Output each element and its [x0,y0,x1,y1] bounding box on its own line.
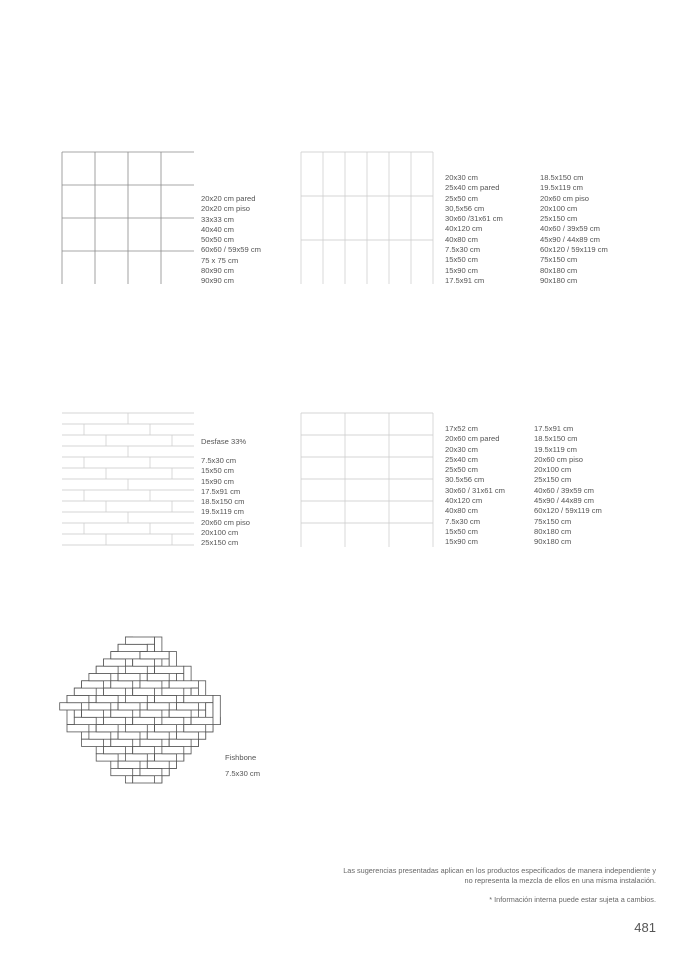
vertical-stack-size-list-2 [540,173,608,286]
size-item: 80x180 cm [540,265,578,275]
size-item: 18.5x150 cm [534,434,578,444]
size-item: 30.5x56 cm [445,475,485,485]
size-item: 25x40 cm pared [445,183,500,193]
size-item: 25x150 cm [540,214,578,224]
size-item: 7.5x30 cm [445,245,481,255]
size-item: 75x150 cm [540,255,578,265]
size-item: 90x180 cm [534,537,572,547]
size-item: 25x50 cm [445,465,478,475]
size-item: 20x60 cm piso [201,517,250,527]
size-item: 40x80 cm [445,234,478,244]
size-item: 15x50 cm [445,255,478,265]
fishbone-tile [125,637,154,644]
fishbone-size: 7.5x30 cm [225,769,261,778]
horizontal-stack-size-list-1 [445,424,505,548]
size-item: 20x100 cm [201,528,239,538]
size-item: 18.5x150 cm [201,497,245,507]
size-item: 75 x 75 cm [201,255,239,265]
vertical-stack-size-list-1 [445,173,503,286]
footer-note: * Información interna puede estar sujeta a cambios. [489,895,656,904]
size-item: 80x180 cm [534,526,572,536]
size-item: 80x90 cm [201,266,234,276]
fishbone-title: Fishbone [225,753,257,762]
size-item: 30,5x56 cm [445,203,485,213]
size-item: 40x120 cm [445,496,483,506]
size-item: 7.5x30 cm [445,516,481,526]
size-item: 20x30 cm [445,173,478,182]
size-item: 15x50 cm [201,466,234,476]
size-item: 30x60 / 31x61 cm [445,485,505,495]
size-item: 60x120 / 59x119 cm [540,245,608,255]
size-item: 40x40 cm [201,224,234,234]
size-item: 90x90 cm [201,276,234,286]
fishbone-tile [140,652,169,659]
size-item: 45x90 / 44x89 cm [540,234,600,244]
size-item: 20x60 cm piso [534,454,583,464]
size-item: 33x33 cm [201,214,234,224]
size-item: 19.5x119 cm [534,444,577,454]
size-item: 40x120 cm [445,224,483,234]
size-item: 40x60 / 39x59 cm [534,485,594,495]
size-item: 40x80 cm [445,506,478,516]
size-item: 17x52 cm [445,424,478,433]
size-item: 19.5x119 cm [201,507,244,517]
horizontal-stack-size-list-2 [534,424,602,548]
size-item: 40x60 / 39x59 cm [540,224,600,234]
offset-title: Desfase 33% [201,437,247,446]
size-item: 50x50 cm [201,235,234,245]
size-item: 19.5x119 cm [540,183,583,193]
size-item: 18.5x150 cm [540,173,584,182]
offset-pattern [62,413,194,545]
footer-line: Las sugerencias presentadas aplican en los productos especificados de manera independiente y [343,866,656,875]
size-item: 20x100 cm [534,465,572,475]
size-item: 75x150 cm [534,516,572,526]
square-grid-size-list [201,194,261,287]
footer-line: no representa la mezcla de ellos en una misma instalación. [464,875,656,885]
fishbone-tile [111,652,140,659]
size-item: 17.5x91 cm [445,275,485,285]
size-item: 17.5x91 cm [201,486,241,496]
size-item: 7.5x30 cm [201,456,237,465]
fishbone-pattern [60,638,220,788]
size-item: 90x180 cm [540,275,578,285]
size-item: 25x150 cm [534,475,572,485]
size-item: 17.5x91 cm [534,424,574,433]
offset-size-list [201,456,250,549]
fishbone-tile [155,666,184,673]
size-item: 20x20 cm pared [201,194,256,203]
fishbone-tile [184,695,213,702]
size-item: 20x30 cm [445,444,478,454]
size-item: 25x50 cm [445,193,478,203]
square-grid-pattern [62,152,194,284]
size-item: 60x60 / 59x59 cm [201,245,261,255]
horizontal-stack-pattern [301,413,433,547]
size-item: 30x60 /31x61 cm [445,214,503,224]
size-item: 45x90 / 44x89 cm [534,496,594,506]
size-item: 60x120 / 59x119 cm [534,506,602,516]
vertical-stack-pattern [301,152,433,284]
size-item: 15x90 cm [445,537,478,547]
fishbone-tile [118,644,147,651]
size-item: 15x90 cm [445,265,478,275]
size-item: 25x40 cm [445,454,478,464]
size-item: 25x150 cm [201,538,239,548]
fishbone-tile [169,681,198,688]
size-item: 20x100 cm [540,203,578,213]
size-item: 15x50 cm [445,526,478,536]
size-item: 20x20 cm piso [201,204,250,214]
size-item: 20x60 cm pared [445,434,500,444]
size-item: 15x90 cm [201,476,234,486]
fishbone-tile [213,695,220,724]
page-number: 481 [634,920,656,935]
size-item: 20x60 cm piso [540,193,589,203]
footer-disclaimer [343,866,656,885]
